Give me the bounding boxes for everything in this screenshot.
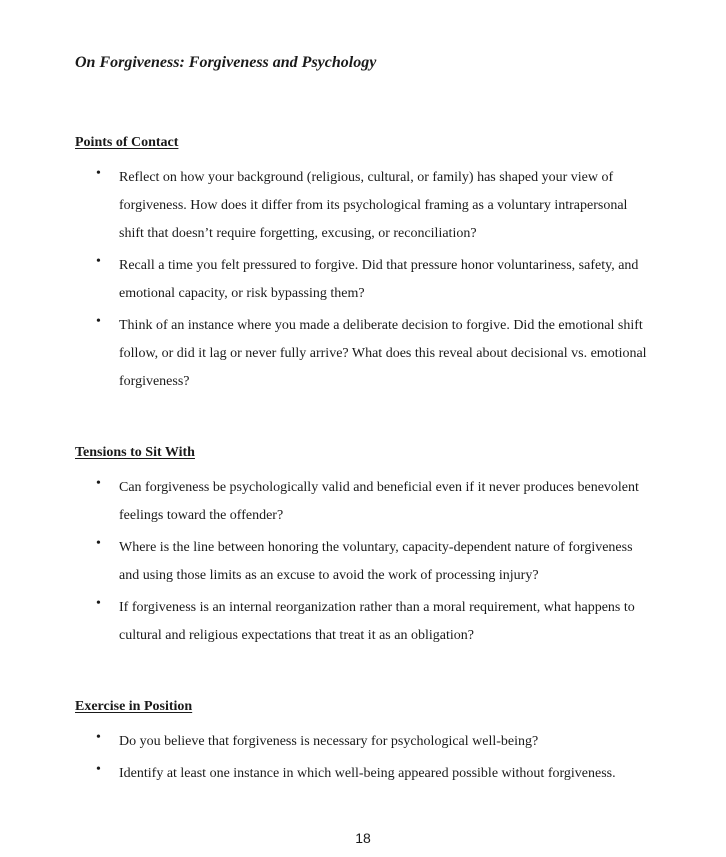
bullet-list-tensions-to-sit-with	[0, 474, 726, 654]
list-item	[0, 728, 726, 756]
list-item	[0, 760, 726, 788]
list-item-text: Think of an instance where you made a deliberate decision to forgive. Did the emotional shift follow, or did it lag or never fully arrive? What does this reveal about decisional vs. emotional forgiveness?	[119, 318, 647, 389]
bullet-icon: •	[96, 762, 101, 777]
list-item-text: Identify at least one instance in which well-being appeared possible without forgiveness.	[119, 766, 616, 781]
list-item-text: Can forgiveness be psychologically valid and beneficial even if it never produces benevolent feelings toward the offender?	[119, 480, 639, 523]
page-number: 18	[355, 830, 371, 846]
section-heading-tensions-to-sit-with: Tensions to Sit With	[75, 445, 195, 460]
list-item	[0, 252, 726, 308]
list-item	[0, 594, 726, 650]
list-item	[0, 164, 726, 248]
bullet-list-points-of-contact	[0, 164, 726, 400]
document-title: On Forgiveness: Forgiveness and Psychology	[75, 54, 377, 71]
list-item-text: Recall a time you felt pressured to forgive. Did that pressure honor voluntariness, safety, and emotional capacity, or risk bypassing them?	[119, 258, 639, 301]
bullet-icon: •	[96, 254, 101, 269]
section-heading-points-of-contact: Points of Contact	[75, 135, 179, 150]
bullet-icon: •	[96, 730, 101, 745]
bullet-icon: •	[96, 166, 101, 181]
list-item	[0, 312, 726, 396]
list-item-text: If forgiveness is an internal reorganization rather than a moral requirement, what happens to cultural and religious expectations that treat it as an obligation?	[119, 600, 635, 643]
bullet-icon: •	[96, 536, 101, 551]
bullet-list-exercise-in-position	[0, 728, 726, 792]
bullet-icon: •	[96, 476, 101, 491]
bullet-icon: •	[96, 314, 101, 329]
list-item-text: Reflect on how your background (religious, cultural, or family) has shaped your view of forgiveness. How does it differ from its psychological framing as a voluntary intrapersonal shift that doesn’t require forgetting, excusing, or reconciliation?	[119, 170, 628, 241]
section-heading-exercise-in-position: Exercise in Position	[75, 699, 193, 714]
list-item	[0, 474, 726, 530]
bullet-icon: •	[96, 596, 101, 611]
list-item-text: Where is the line between honoring the voluntary, capacity-dependent nature of forgiveness and using those limits as an excuse to avoid the work of processing injury?	[119, 540, 633, 583]
list-item	[0, 534, 726, 590]
list-item-text: Do you believe that forgiveness is necessary for psychological well-being?	[119, 734, 539, 749]
